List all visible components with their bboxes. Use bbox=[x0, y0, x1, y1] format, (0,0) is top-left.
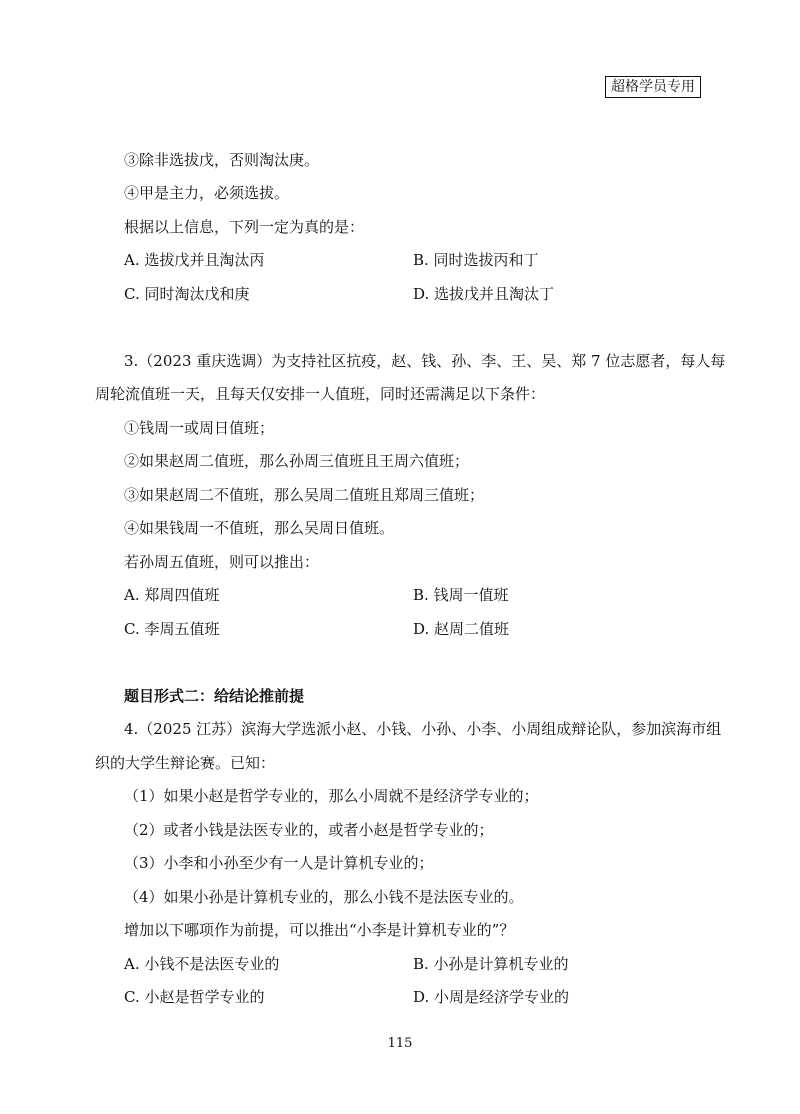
q2-condition-4: ④甲是主力，必须选拔。 bbox=[124, 184, 290, 202]
q4-option-a: A. 小钱不是法医专业的 bbox=[124, 955, 280, 973]
q4-option-b: B. 小孙是计算机专业的 bbox=[413, 955, 569, 973]
q4-condition-2: （2）或者小钱是法医专业的，或者小赵是哲学专业的； bbox=[124, 821, 494, 839]
page-number: 115 bbox=[387, 1036, 413, 1051]
q3-prompt: 若孙周五值班，则可以推出： bbox=[124, 553, 320, 571]
q4-stem-line1: 4.（2025 江苏）滨海大学选派小赵、小钱、小孙、小李、小周组成辩论队，参加滨海市组 bbox=[124, 720, 722, 738]
q3-stem-line2: 周轮流值班一天，且每天仅安排一人值班，同时还需满足以下条件： bbox=[95, 385, 546, 403]
q3-stem-line1: 3.（2023 重庆选调）为支持社区抗疫，赵、钱、孙、李、王、吴、郑 7 位志愿者，每人每 bbox=[124, 352, 726, 370]
header-badge: 超格学员专用 bbox=[605, 76, 701, 98]
q4-stem-line2: 织的大学生辩论赛。已知： bbox=[95, 754, 276, 772]
q3-condition-4: ④如果钱周一不值班，那么吴周日值班。 bbox=[124, 519, 395, 537]
q3-option-c: C. 李周五值班 bbox=[124, 620, 220, 638]
q3-condition-3: ③如果赵周二不值班，那么吴周二值班且郑周三值班； bbox=[124, 486, 485, 504]
q4-option-d: D. 小周是经济学专业的 bbox=[413, 988, 570, 1006]
q4-condition-4: （4）如果小孙是计算机专业的，那么小钱不是法医专业的。 bbox=[124, 888, 524, 906]
q2-option-b: B. 同时选拔丙和丁 bbox=[413, 251, 539, 269]
q2-option-a: A. 选拔戊并且淘汰丙 bbox=[124, 251, 265, 269]
q3-option-d: D. 赵周二值班 bbox=[413, 620, 510, 638]
q3-option-a: A. 郑周四值班 bbox=[124, 586, 220, 604]
q3-condition-1: ①钱周一或周日值班； bbox=[124, 419, 275, 437]
q4-option-c: C. 小赵是哲学专业的 bbox=[124, 988, 265, 1006]
q4-condition-3: （3）小李和小孙至少有一人是计算机专业的； bbox=[124, 854, 434, 872]
q4-condition-1: （1）如果小赵是哲学专业的，那么小周就不是经济学专业的； bbox=[124, 787, 539, 805]
q3-option-b: B. 钱周一值班 bbox=[413, 586, 509, 604]
q2-prompt: 根据以上信息，下列一定为真的是： bbox=[124, 218, 365, 236]
q2-condition-3: ③除非选拔戊，否则淘汰庚。 bbox=[124, 151, 320, 169]
q2-option-d: D. 选拔戊并且淘汰丁 bbox=[413, 285, 555, 303]
q2-option-c: C. 同时淘汰戊和庚 bbox=[124, 285, 250, 303]
q3-condition-2: ②如果赵周二值班，那么孙周三值班且王周六值班； bbox=[124, 452, 470, 470]
section-title: 题目形式二：给结论推前提 bbox=[124, 687, 305, 705]
q4-prompt: 增加以下哪项作为前提，可以推出“小李是计算机专业的”？ bbox=[124, 921, 515, 939]
